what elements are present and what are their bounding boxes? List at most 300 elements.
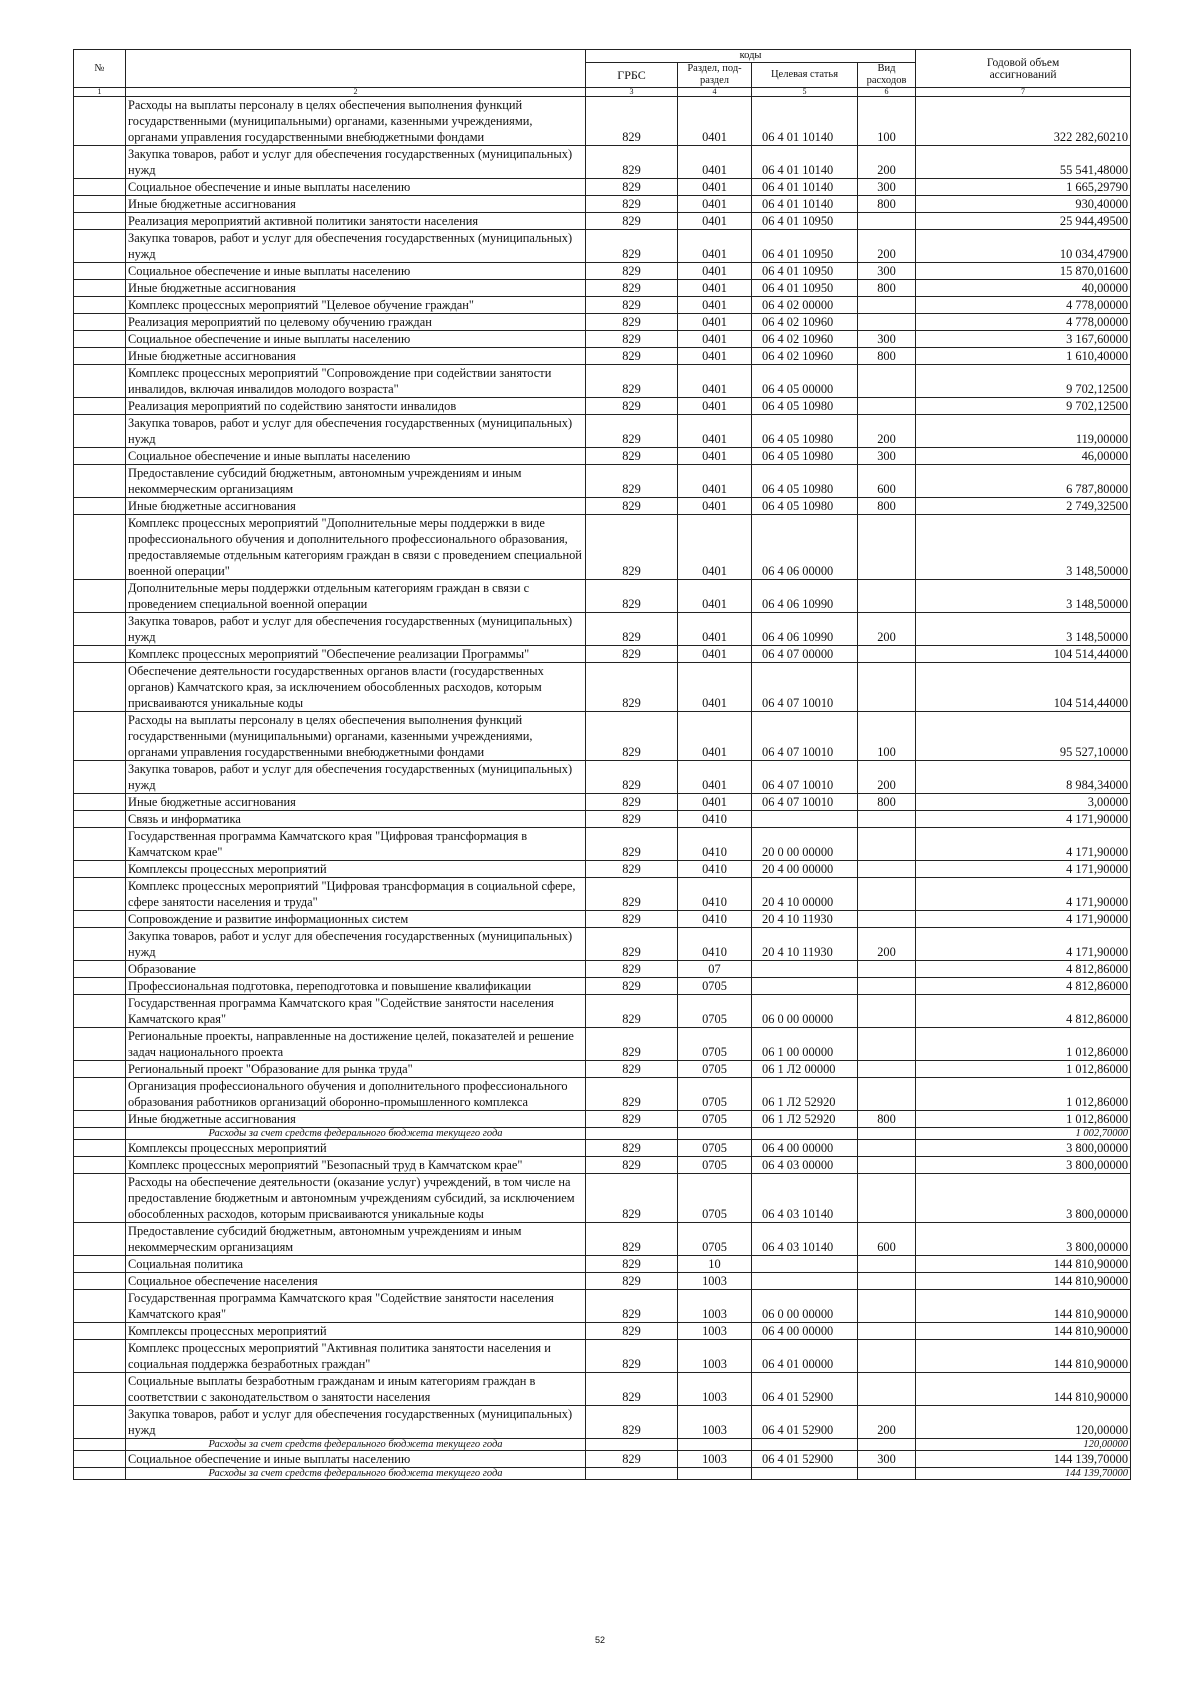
table-row bbox=[74, 1290, 1131, 1323]
row-expense-type-cell bbox=[858, 1157, 916, 1174]
row-razdel-cell: 0401 bbox=[678, 580, 752, 613]
row-razdel-cell bbox=[678, 1468, 752, 1480]
row-grbs-cell: 829 bbox=[586, 1140, 678, 1157]
row-number-cell bbox=[74, 1439, 126, 1451]
row-name-cell: Комплекс процессных мероприятий "Дополнительные меры поддержки в виде профессионального обучения и дополнительного профессионального образования, предоставляемые отдельным категориям граждан в связи с проведением специальной военной операции" bbox=[126, 515, 586, 580]
row-target-article-cell: 06 4 07 10010 bbox=[752, 663, 858, 712]
row-name-cell: Организация профессионального обучения и дополнительного профессионального образования работников организаций оборонно-промышленного комплекса bbox=[126, 1078, 586, 1111]
row-razdel-cell bbox=[678, 1439, 752, 1451]
table-row bbox=[74, 961, 1131, 978]
row-sum-cell: 1 012,86000 bbox=[916, 1078, 1131, 1111]
row-number-cell bbox=[74, 515, 126, 580]
row-name-cell: Социальное обеспечение и иные выплаты населению bbox=[126, 1451, 586, 1468]
table-row bbox=[74, 1140, 1131, 1157]
row-number-cell bbox=[74, 1256, 126, 1273]
row-number-cell bbox=[74, 146, 126, 179]
row-expense-type-cell: 800 bbox=[858, 348, 916, 365]
row-target-article-cell: 06 4 01 52900 bbox=[752, 1451, 858, 1468]
row-grbs-cell: 829 bbox=[586, 331, 678, 348]
row-name-cell: Социальное обеспечение и иные выплаты населению bbox=[126, 331, 586, 348]
row-razdel-cell: 1003 bbox=[678, 1340, 752, 1373]
row-grbs-cell: 829 bbox=[586, 1157, 678, 1174]
row-number-cell bbox=[74, 348, 126, 365]
row-number-cell bbox=[74, 1061, 126, 1078]
row-razdel-cell: 1003 bbox=[678, 1290, 752, 1323]
row-sum-cell: 144 810,90000 bbox=[916, 1273, 1131, 1290]
row-grbs-cell: 829 bbox=[586, 712, 678, 761]
row-name-cell: Комплекс процессных мероприятий "Обеспечение реализации Программы" bbox=[126, 646, 586, 663]
row-number-cell bbox=[74, 878, 126, 911]
row-expense-type-cell bbox=[858, 580, 916, 613]
row-number-cell bbox=[74, 828, 126, 861]
row-grbs-cell: 829 bbox=[586, 213, 678, 230]
row-name-cell: Расходы за счет средств федерального бюджета текущего года bbox=[126, 1468, 586, 1480]
row-expense-type-cell: 300 bbox=[858, 448, 916, 465]
row-grbs-cell: 829 bbox=[586, 663, 678, 712]
row-target-article-cell: 06 4 03 10140 bbox=[752, 1223, 858, 1256]
row-target-article-cell: 06 4 07 10010 bbox=[752, 761, 858, 794]
table-row bbox=[74, 97, 1131, 146]
row-razdel-cell: 0705 bbox=[678, 995, 752, 1028]
row-razdel-cell: 0401 bbox=[678, 465, 752, 498]
row-name-cell: Расходы на обеспечение деятельности (оказание услуг) учреждений, в том числе на предоставление бюджетным и автономным учреждениям субсидий, за исключением обособленных расходов, которым присваиваются уникальные коды bbox=[126, 1174, 586, 1223]
row-razdel-cell: 0705 bbox=[678, 1111, 752, 1128]
row-target-article-cell: 06 4 01 10140 bbox=[752, 179, 858, 196]
row-expense-type-cell bbox=[858, 1078, 916, 1111]
row-name-cell: Обеспечение деятельности государственных органов власти (государственных органов) Камчатского края, за исключением обособленных расходов, которым присваиваются уникальные коды bbox=[126, 663, 586, 712]
row-sum-cell: 4 171,90000 bbox=[916, 878, 1131, 911]
row-razdel-cell: 0410 bbox=[678, 878, 752, 911]
table-row bbox=[74, 230, 1131, 263]
row-razdel-cell: 0401 bbox=[678, 794, 752, 811]
table-row bbox=[74, 415, 1131, 448]
row-number-cell bbox=[74, 1157, 126, 1174]
page-number: 52 bbox=[594, 1635, 605, 1645]
table-row bbox=[74, 1111, 1131, 1128]
table-row bbox=[74, 1028, 1131, 1061]
row-sum-cell: 55 541,48000 bbox=[916, 146, 1131, 179]
row-sum-cell: 3 800,00000 bbox=[916, 1140, 1131, 1157]
row-name-cell: Комплексы процессных мероприятий bbox=[126, 1140, 586, 1157]
row-number-cell bbox=[74, 580, 126, 613]
row-number-cell bbox=[74, 861, 126, 878]
row-target-article-cell: 20 4 00 00000 bbox=[752, 861, 858, 878]
row-name-cell: Предоставление субсидий бюджетным, автономным учреждениям и иным некоммерческим организациям bbox=[126, 465, 586, 498]
row-name-cell: Расходы на выплаты персоналу в целях обеспечения выполнения функций государственными (муниципальными) органами, казенными учреждениями, органами управления государственными внебюджетными фондами bbox=[126, 97, 586, 146]
row-expense-type-cell bbox=[858, 365, 916, 398]
row-target-article-cell: 06 1 00 00000 bbox=[752, 1028, 858, 1061]
row-number-cell bbox=[74, 465, 126, 498]
row-number-cell bbox=[74, 1111, 126, 1128]
row-name-cell: Социальное обеспечение и иные выплаты населению bbox=[126, 448, 586, 465]
row-sum-cell: 4 171,90000 bbox=[916, 911, 1131, 928]
row-grbs-cell: 829 bbox=[586, 1111, 678, 1128]
row-number-cell bbox=[74, 1174, 126, 1223]
row-target-article-cell bbox=[752, 978, 858, 995]
row-target-article-cell: 06 4 03 00000 bbox=[752, 1157, 858, 1174]
row-expense-type-cell bbox=[858, 213, 916, 230]
row-sum-cell: 120,00000 bbox=[916, 1439, 1131, 1451]
row-expense-type-cell bbox=[858, 811, 916, 828]
table-row bbox=[74, 1223, 1131, 1256]
row-number-cell bbox=[74, 1078, 126, 1111]
row-sum-cell: 1 012,86000 bbox=[916, 1061, 1131, 1078]
col-num-header: № bbox=[74, 50, 126, 88]
table-row bbox=[74, 515, 1131, 580]
table-row bbox=[74, 196, 1131, 213]
row-target-article-cell: 06 1 Л2 00000 bbox=[752, 1061, 858, 1078]
row-number-cell bbox=[74, 1406, 126, 1439]
row-razdel-cell: 0410 bbox=[678, 828, 752, 861]
row-grbs-cell: 829 bbox=[586, 348, 678, 365]
row-sum-cell: 3 800,00000 bbox=[916, 1157, 1131, 1174]
row-target-article-cell: 06 4 05 10980 bbox=[752, 448, 858, 465]
row-grbs-cell: 829 bbox=[586, 978, 678, 995]
row-grbs-cell: 829 bbox=[586, 365, 678, 398]
row-sum-cell: 4 171,90000 bbox=[916, 828, 1131, 861]
row-name-cell: Государственная программа Камчатского края "Содействие занятости населения Камчатского края" bbox=[126, 1290, 586, 1323]
row-expense-type-cell bbox=[858, 1061, 916, 1078]
row-expense-type-cell bbox=[858, 1468, 916, 1480]
row-sum-cell: 3 148,50000 bbox=[916, 613, 1131, 646]
row-expense-type-cell: 300 bbox=[858, 263, 916, 280]
row-name-cell: Комплекс процессных мероприятий "Цифровая трансформация в социальной сфере, сфере занятости населения и труда" bbox=[126, 878, 586, 911]
row-target-article-cell: 06 1 Л2 52920 bbox=[752, 1078, 858, 1111]
row-razdel-cell: 0401 bbox=[678, 196, 752, 213]
row-razdel-cell: 07 bbox=[678, 961, 752, 978]
table-row bbox=[74, 398, 1131, 415]
row-expense-type-cell: 200 bbox=[858, 230, 916, 263]
row-sum-cell: 1 012,86000 bbox=[916, 1111, 1131, 1128]
row-name-cell: Образование bbox=[126, 961, 586, 978]
row-number-cell bbox=[74, 646, 126, 663]
row-name-cell: Закупка товаров, работ и услуг для обеспечения государственных (муниципальных) нужд bbox=[126, 1406, 586, 1439]
row-grbs-cell: 829 bbox=[586, 1078, 678, 1111]
row-name-cell: Социальная политика bbox=[126, 1256, 586, 1273]
row-target-article-cell: 06 4 07 00000 bbox=[752, 646, 858, 663]
row-name-cell: Реализация мероприятий по целевому обучению граждан bbox=[126, 314, 586, 331]
row-grbs-cell bbox=[586, 1439, 678, 1451]
row-number-cell bbox=[74, 1128, 126, 1140]
row-name-cell: Расходы на выплаты персоналу в целях обеспечения выполнения функций государственными (муниципальными) органами, казенными учреждениями, органами управления государственными внебюджетными фондами bbox=[126, 712, 586, 761]
table-row bbox=[74, 928, 1131, 961]
row-grbs-cell: 829 bbox=[586, 398, 678, 415]
table-row bbox=[74, 448, 1131, 465]
table-row bbox=[74, 794, 1131, 811]
row-razdel-cell: 0410 bbox=[678, 861, 752, 878]
row-number-cell bbox=[74, 712, 126, 761]
row-target-article-cell: 06 4 01 52900 bbox=[752, 1373, 858, 1406]
row-grbs-cell bbox=[586, 1468, 678, 1480]
row-expense-type-cell: 200 bbox=[858, 146, 916, 179]
row-grbs-cell: 829 bbox=[586, 811, 678, 828]
row-target-article-cell: 06 4 01 10950 bbox=[752, 263, 858, 280]
row-sum-cell: 3,00000 bbox=[916, 794, 1131, 811]
row-expense-type-cell: 800 bbox=[858, 498, 916, 515]
table-row bbox=[74, 1273, 1131, 1290]
table-row bbox=[74, 712, 1131, 761]
row-name-cell: Государственная программа Камчатского края "Содействие занятости населения Камчатского края" bbox=[126, 995, 586, 1028]
row-sum-cell: 144 810,90000 bbox=[916, 1340, 1131, 1373]
row-razdel-cell: 0401 bbox=[678, 230, 752, 263]
row-sum-cell: 4 778,00000 bbox=[916, 297, 1131, 314]
row-grbs-cell: 829 bbox=[586, 1340, 678, 1373]
row-razdel-cell: 1003 bbox=[678, 1451, 752, 1468]
table-row bbox=[74, 811, 1131, 828]
row-grbs-cell: 829 bbox=[586, 1323, 678, 1340]
row-expense-type-cell: 800 bbox=[858, 196, 916, 213]
row-target-article-cell: 06 4 06 10990 bbox=[752, 613, 858, 646]
row-razdel-cell: 0401 bbox=[678, 331, 752, 348]
row-name-cell: Комплекс процессных мероприятий "Безопасный труд в Камчатском крае" bbox=[126, 1157, 586, 1174]
col-number: 4 bbox=[678, 88, 752, 97]
row-name-cell: Региональный проект "Образование для рынка труда" bbox=[126, 1061, 586, 1078]
row-name-cell: Реализация мероприятий активной политики занятости населения bbox=[126, 213, 586, 230]
table-row bbox=[74, 331, 1131, 348]
col-vid-header: Вид расходов bbox=[858, 63, 916, 88]
row-name-cell: Закупка товаров, работ и услуг для обеспечения государственных (муниципальных) нужд bbox=[126, 146, 586, 179]
row-target-article-cell: 20 4 10 11930 bbox=[752, 911, 858, 928]
row-expense-type-cell bbox=[858, 314, 916, 331]
table-row bbox=[74, 861, 1131, 878]
row-number-cell bbox=[74, 498, 126, 515]
row-grbs-cell: 829 bbox=[586, 1174, 678, 1223]
row-expense-type-cell bbox=[858, 861, 916, 878]
col-number: 2 bbox=[126, 88, 586, 97]
row-target-article-cell: 06 4 03 10140 bbox=[752, 1174, 858, 1223]
row-sum-cell: 3 148,50000 bbox=[916, 515, 1131, 580]
table-row bbox=[74, 365, 1131, 398]
row-target-article-cell: 06 4 00 00000 bbox=[752, 1323, 858, 1340]
row-name-cell: Иные бюджетные ассигнования bbox=[126, 794, 586, 811]
row-grbs-cell bbox=[586, 1128, 678, 1140]
row-grbs-cell: 829 bbox=[586, 828, 678, 861]
row-expense-type-cell: 300 bbox=[858, 179, 916, 196]
row-sum-cell: 119,00000 bbox=[916, 415, 1131, 448]
row-number-cell bbox=[74, 1273, 126, 1290]
row-grbs-cell: 829 bbox=[586, 1406, 678, 1439]
table-row bbox=[74, 146, 1131, 179]
federal-note-row bbox=[74, 1128, 1131, 1140]
row-grbs-cell: 829 bbox=[586, 1223, 678, 1256]
row-sum-cell: 6 787,80000 bbox=[916, 465, 1131, 498]
row-name-cell: Закупка товаров, работ и услуг для обеспечения государственных (муниципальных) нужд bbox=[126, 761, 586, 794]
federal-note-row bbox=[74, 1468, 1131, 1480]
row-expense-type-cell bbox=[858, 1290, 916, 1323]
col-codes-header: коды bbox=[586, 50, 916, 63]
row-number-cell bbox=[74, 1451, 126, 1468]
row-expense-type-cell: 200 bbox=[858, 928, 916, 961]
row-razdel-cell: 0401 bbox=[678, 515, 752, 580]
row-expense-type-cell bbox=[858, 297, 916, 314]
row-name-cell: Государственная программа Камчатского края "Цифровая трансформация в Камчатском крае" bbox=[126, 828, 586, 861]
row-number-cell bbox=[74, 961, 126, 978]
row-razdel-cell: 0410 bbox=[678, 911, 752, 928]
row-name-cell: Иные бюджетные ассигнования bbox=[126, 1111, 586, 1128]
row-razdel-cell: 1003 bbox=[678, 1373, 752, 1406]
row-grbs-cell: 829 bbox=[586, 314, 678, 331]
row-number-cell bbox=[74, 978, 126, 995]
row-name-cell: Комплекс процессных мероприятий "Сопровождение при содействии занятости инвалидов, включая инвалидов молодого возраста" bbox=[126, 365, 586, 398]
row-target-article-cell bbox=[752, 961, 858, 978]
row-target-article-cell: 06 4 01 10950 bbox=[752, 280, 858, 297]
row-target-article-cell: 06 4 02 00000 bbox=[752, 297, 858, 314]
row-name-cell: Закупка товаров, работ и услуг для обеспечения государственных (муниципальных) нужд bbox=[126, 928, 586, 961]
row-number-cell bbox=[74, 230, 126, 263]
table-row bbox=[74, 663, 1131, 712]
row-expense-type-cell: 800 bbox=[858, 794, 916, 811]
row-razdel-cell: 0401 bbox=[678, 314, 752, 331]
row-name-cell: Расходы за счет средств федерального бюджета текущего года bbox=[126, 1128, 586, 1140]
row-target-article-cell bbox=[752, 1468, 858, 1480]
row-razdel-cell: 0401 bbox=[678, 448, 752, 465]
row-number-cell bbox=[74, 1223, 126, 1256]
col-number: 6 bbox=[858, 88, 916, 97]
row-name-cell: Связь и информатика bbox=[126, 811, 586, 828]
row-razdel-cell: 1003 bbox=[678, 1323, 752, 1340]
table-row bbox=[74, 1157, 1131, 1174]
row-razdel-cell: 0401 bbox=[678, 280, 752, 297]
row-expense-type-cell bbox=[858, 646, 916, 663]
table-row bbox=[74, 297, 1131, 314]
row-expense-type-cell bbox=[858, 1439, 916, 1451]
table-row bbox=[74, 761, 1131, 794]
row-sum-cell: 9 702,12500 bbox=[916, 398, 1131, 415]
row-expense-type-cell bbox=[858, 663, 916, 712]
row-sum-cell: 3 800,00000 bbox=[916, 1174, 1131, 1223]
row-expense-type-cell: 300 bbox=[858, 1451, 916, 1468]
row-target-article-cell: 06 4 05 10980 bbox=[752, 498, 858, 515]
row-target-article-cell bbox=[752, 1128, 858, 1140]
row-grbs-cell: 829 bbox=[586, 794, 678, 811]
row-sum-cell: 25 944,49500 bbox=[916, 213, 1131, 230]
row-target-article-cell: 06 1 Л2 52920 bbox=[752, 1111, 858, 1128]
row-sum-cell: 4 171,90000 bbox=[916, 811, 1131, 828]
row-number-cell bbox=[74, 613, 126, 646]
row-expense-type-cell: 800 bbox=[858, 1111, 916, 1128]
table-row bbox=[74, 213, 1131, 230]
row-expense-type-cell: 100 bbox=[858, 97, 916, 146]
row-name-cell: Закупка товаров, работ и услуг для обеспечения государственных (муниципальных) нужд bbox=[126, 613, 586, 646]
col-number: 3 bbox=[586, 88, 678, 97]
row-target-article-cell: 06 4 07 10010 bbox=[752, 712, 858, 761]
row-sum-cell: 322 282,60210 bbox=[916, 97, 1131, 146]
table-row bbox=[74, 1078, 1131, 1111]
row-razdel-cell bbox=[678, 1128, 752, 1140]
federal-note-row bbox=[74, 1439, 1131, 1451]
row-name-cell: Расходы за счет средств федерального бюджета текущего года bbox=[126, 1439, 586, 1451]
row-sum-cell: 144 810,90000 bbox=[916, 1323, 1131, 1340]
row-name-cell: Комплексы процессных мероприятий bbox=[126, 861, 586, 878]
row-sum-cell: 46,00000 bbox=[916, 448, 1131, 465]
row-number-cell bbox=[74, 314, 126, 331]
table-row bbox=[74, 646, 1131, 663]
row-expense-type-cell: 800 bbox=[858, 280, 916, 297]
table-row bbox=[74, 878, 1131, 911]
row-sum-cell: 144 810,90000 bbox=[916, 1373, 1131, 1406]
row-grbs-cell: 829 bbox=[586, 1028, 678, 1061]
row-razdel-cell: 0401 bbox=[678, 415, 752, 448]
row-sum-cell: 2 749,32500 bbox=[916, 498, 1131, 515]
budget-table-sheet bbox=[73, 49, 1130, 1480]
table-row bbox=[74, 978, 1131, 995]
row-sum-cell: 1 610,40000 bbox=[916, 348, 1131, 365]
row-expense-type-cell bbox=[858, 1028, 916, 1061]
row-razdel-cell: 0705 bbox=[678, 1078, 752, 1111]
row-expense-type-cell: 200 bbox=[858, 761, 916, 794]
col-razdel-header: Раздел, под- раздел bbox=[678, 63, 752, 88]
table-row bbox=[74, 465, 1131, 498]
row-sum-cell: 95 527,10000 bbox=[916, 712, 1131, 761]
row-sum-cell: 104 514,44000 bbox=[916, 646, 1131, 663]
row-number-cell bbox=[74, 1028, 126, 1061]
table-row bbox=[74, 580, 1131, 613]
row-expense-type-cell bbox=[858, 1174, 916, 1223]
row-name-cell: Иные бюджетные ассигнования bbox=[126, 280, 586, 297]
row-number-cell bbox=[74, 280, 126, 297]
row-number-cell bbox=[74, 213, 126, 230]
row-number-cell bbox=[74, 911, 126, 928]
row-target-article-cell: 06 4 01 52900 bbox=[752, 1406, 858, 1439]
table-header bbox=[74, 50, 1131, 97]
row-grbs-cell: 829 bbox=[586, 448, 678, 465]
row-number-cell bbox=[74, 928, 126, 961]
row-target-article-cell: 06 4 05 10980 bbox=[752, 415, 858, 448]
row-expense-type-cell: 300 bbox=[858, 331, 916, 348]
row-grbs-cell: 829 bbox=[586, 515, 678, 580]
row-target-article-cell: 06 4 00 00000 bbox=[752, 1140, 858, 1157]
row-target-article-cell bbox=[752, 1256, 858, 1273]
row-grbs-cell: 829 bbox=[586, 196, 678, 213]
row-expense-type-cell bbox=[858, 995, 916, 1028]
row-sum-cell: 10 034,47900 bbox=[916, 230, 1131, 263]
row-grbs-cell: 829 bbox=[586, 1290, 678, 1323]
row-number-cell bbox=[74, 365, 126, 398]
row-name-cell: Социальное обеспечение населения bbox=[126, 1273, 586, 1290]
row-razdel-cell: 1003 bbox=[678, 1406, 752, 1439]
row-razdel-cell: 1003 bbox=[678, 1273, 752, 1290]
row-number-cell bbox=[74, 297, 126, 314]
row-number-cell bbox=[74, 1468, 126, 1480]
row-sum-cell: 104 514,44000 bbox=[916, 663, 1131, 712]
row-target-article-cell: 06 4 05 00000 bbox=[752, 365, 858, 398]
row-name-cell: Иные бюджетные ассигнования bbox=[126, 498, 586, 515]
row-grbs-cell: 829 bbox=[586, 911, 678, 928]
table-row bbox=[74, 1340, 1131, 1373]
row-grbs-cell: 829 bbox=[586, 580, 678, 613]
row-grbs-cell: 829 bbox=[586, 146, 678, 179]
row-razdel-cell: 0401 bbox=[678, 761, 752, 794]
row-razdel-cell: 0410 bbox=[678, 928, 752, 961]
row-razdel-cell: 0401 bbox=[678, 97, 752, 146]
row-name-cell: Закупка товаров, работ и услуг для обеспечения государственных (муниципальных) нужд bbox=[126, 415, 586, 448]
row-target-article-cell: 06 4 06 00000 bbox=[752, 515, 858, 580]
row-grbs-cell: 829 bbox=[586, 465, 678, 498]
row-razdel-cell: 0401 bbox=[678, 663, 752, 712]
row-expense-type-cell: 200 bbox=[858, 415, 916, 448]
row-target-article-cell: 20 4 10 00000 bbox=[752, 878, 858, 911]
row-grbs-cell: 829 bbox=[586, 1373, 678, 1406]
row-name-cell: Иные бюджетные ассигнования bbox=[126, 348, 586, 365]
table-row bbox=[74, 263, 1131, 280]
row-name-cell: Региональные проекты, направленные на достижение целей, показателей и решение задач национального проекта bbox=[126, 1028, 586, 1061]
row-sum-cell: 4 171,90000 bbox=[916, 928, 1131, 961]
row-razdel-cell: 0401 bbox=[678, 712, 752, 761]
row-sum-cell: 8 984,34000 bbox=[916, 761, 1131, 794]
row-target-article-cell: 06 4 02 10960 bbox=[752, 314, 858, 331]
row-razdel-cell: 0705 bbox=[678, 1223, 752, 1256]
budget-table bbox=[73, 49, 1131, 1480]
